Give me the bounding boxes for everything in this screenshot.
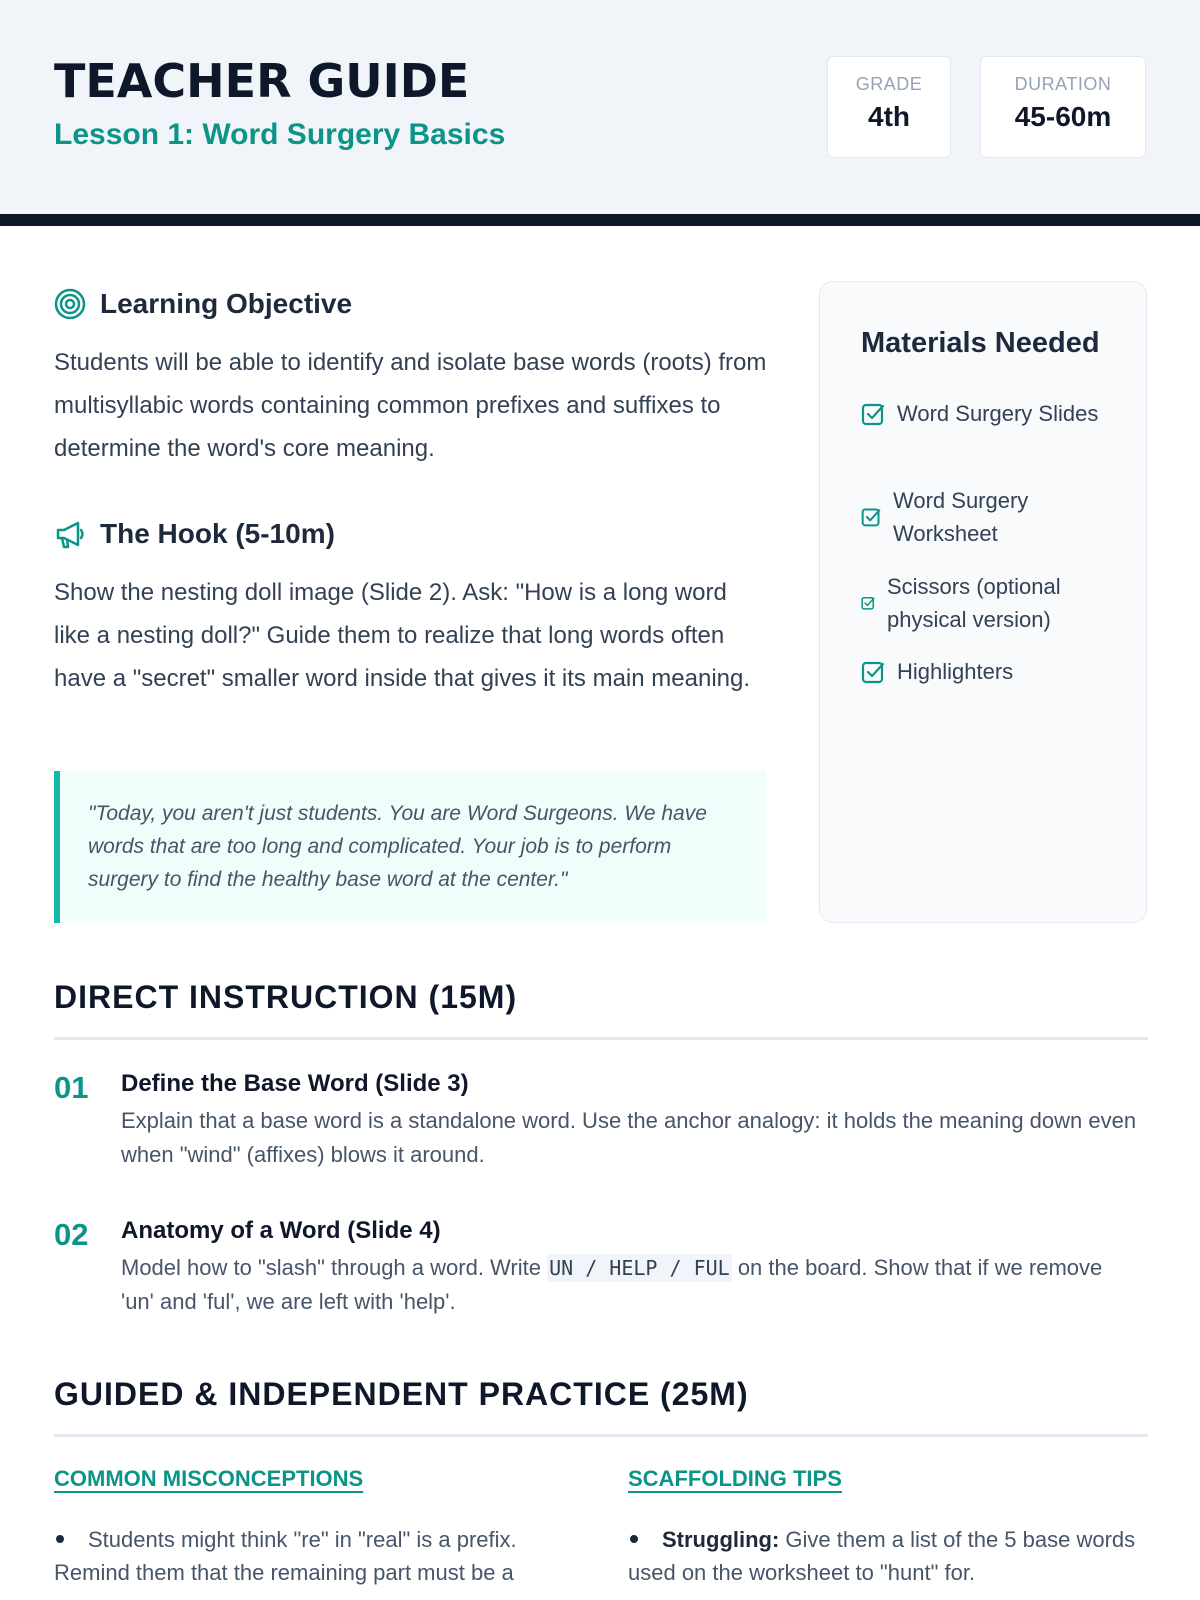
checkbox-icon bbox=[861, 596, 875, 610]
materials-title: Materials Needed bbox=[861, 327, 1100, 359]
misconception-text: Students might think "re" in "real" is a prefix. Remind them that the remaining part must be a bbox=[54, 1527, 517, 1585]
target-icon bbox=[54, 288, 86, 320]
step-body-text: Model how to "slash" through a word. Write bbox=[121, 1255, 548, 1280]
misconception-item bbox=[54, 1523, 564, 1589]
code-snippet: UN / HELP / FUL bbox=[549, 1256, 730, 1280]
practice-heading: GUIDED & INDEPENDENT PRACTICE (25M) bbox=[54, 1376, 749, 1412]
material-item bbox=[861, 484, 1121, 550]
scaffolding-heading: SCAFFOLDING TIPS bbox=[628, 1466, 842, 1491]
scaffolding-item bbox=[628, 1523, 1138, 1589]
grade-card bbox=[827, 56, 951, 158]
material-label: Scissors (optional physical version) bbox=[887, 574, 1061, 632]
scaffolding-text: Give them a list of the 5 base words used on the worksheet to "hunt" for. bbox=[628, 1527, 1136, 1585]
material-item bbox=[861, 570, 1121, 636]
checkbox-icon bbox=[861, 660, 885, 684]
scaffolding-label: Struggling: bbox=[662, 1527, 780, 1552]
hook-heading-label: The Hook (5-10m) bbox=[100, 518, 335, 549]
bullet-dot bbox=[630, 1535, 638, 1543]
checkbox-icon bbox=[861, 402, 885, 426]
step-number: 02 bbox=[54, 1217, 89, 1252]
objective-text: Students will be able to identify and isolate base words (roots) from multisyllabic words containing common prefixes and suffixes to determine the word's core meaning. bbox=[54, 349, 767, 462]
step-title: Anatomy of a Word (Slide 4) bbox=[121, 1217, 441, 1244]
checkbox-icon bbox=[861, 507, 881, 527]
grade-value: 4th bbox=[868, 101, 910, 132]
material-item bbox=[861, 655, 1121, 688]
section-divider bbox=[54, 1037, 1148, 1040]
step-number: 01 bbox=[54, 1070, 89, 1105]
hook-text: Show the nesting doll image (Slide 2). Ask: "How is a long word like a nesting doll?" Guide them to realize that long words often have a "secret" smaller word inside that gives it its main meaning. bbox=[54, 579, 751, 692]
material-item bbox=[861, 397, 1121, 430]
header-divider bbox=[0, 214, 1200, 226]
material-label: Highlighters bbox=[897, 659, 1014, 684]
page-title: TEACHER GUIDE bbox=[54, 54, 470, 108]
material-label: Word Surgery Slides bbox=[897, 401, 1099, 426]
bullet-dot bbox=[56, 1535, 64, 1543]
material-label: Word Surgery Worksheet bbox=[893, 488, 1029, 546]
objective-heading bbox=[54, 288, 352, 320]
section-divider bbox=[54, 1434, 1148, 1437]
step-body-text: on the board. Show that if we remove 'un' and 'ful', we are left with 'help'. bbox=[121, 1255, 1103, 1314]
hook-heading bbox=[54, 518, 335, 550]
duration-card bbox=[980, 56, 1146, 158]
hook-quote: "Today, you aren't just students. You are Word Surgeons. We have words that are too long and complicated. Your job is to perform surgery to find the healthy base word at the center." bbox=[54, 771, 766, 923]
misconceptions-heading: COMMON MISCONCEPTIONS bbox=[54, 1466, 364, 1491]
materials-panel bbox=[819, 281, 1147, 923]
step-body: Explain that a base word is a standalone word. Use the anchor analogy: it holds the meaning down even when "wind" (affixes) blows it around. bbox=[121, 1108, 1137, 1167]
grade-label: GRADE bbox=[855, 74, 923, 94]
duration-value: 45-60m bbox=[1014, 101, 1112, 132]
step-body bbox=[121, 1251, 1141, 1319]
lesson-subtitle: Lesson 1: Word Surgery Basics bbox=[54, 118, 506, 151]
megaphone-icon bbox=[54, 518, 86, 550]
objective-heading-label: Learning Objective bbox=[100, 288, 353, 319]
step-title: Define the Base Word (Slide 3) bbox=[121, 1070, 469, 1097]
duration-label: DURATION bbox=[1014, 74, 1112, 94]
direct-instruction-heading: DIRECT INSTRUCTION (15M) bbox=[54, 979, 518, 1015]
